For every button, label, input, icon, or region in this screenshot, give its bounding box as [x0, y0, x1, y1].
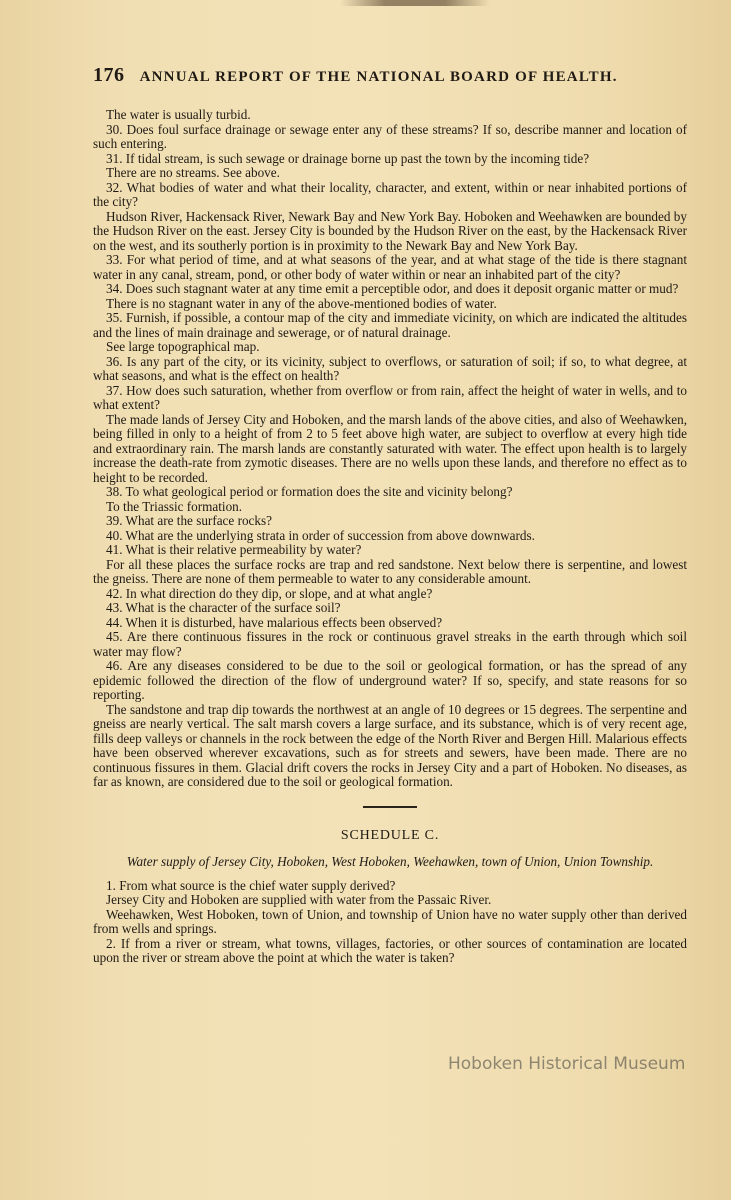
paragraph: There is no stagnant water in any of the above-mentioned bodies of water.: [106, 295, 497, 311]
paragraph: 38. To what geological period or formation does the site and vicinity belong?: [106, 484, 513, 499]
paragraph: 32. What bodies of water and what their locality, character, and extent, within or near inhabited portions of the city?: [93, 179, 687, 209]
paragraph: 31. If tidal stream, is such sewage or drainage borne up past the town by the incoming tide?: [106, 150, 590, 166]
running-head: [93, 64, 687, 94]
paragraph: See large topographical map.: [106, 339, 260, 354]
paragraph: For all these places the surface rocks are trap and red sandstone. Next below there is serpentine, and lowest the gneiss. There are none of them permeable to water to any considerable amount.: [93, 556, 687, 586]
paragraph: 2. If from a river or stream, what towns, villages, factories, or other sources of contamination are located upon the river or stream above the point at which the water is taken?: [93, 935, 687, 965]
paragraph: 35. Furnish, if possible, a contour map of the city and immediate vicinity, on which are indicated the altitudes and the lines of main drainage and sewerage, or of natural drainage.: [93, 310, 687, 340]
schedule-body-text: [93, 879, 687, 966]
running-title: ANNUAL REPORT OF THE NATIONAL BOARD OF HEALTH.: [139, 69, 618, 85]
paragraph: 1. From what source is the chief water supply derived?: [106, 877, 396, 893]
section-divider: [363, 806, 417, 808]
paragraph: 33. For what period of time, and at what seasons of the year, and at what stage of the tide is there stagnant water in any canal, stream, pond, or other body of water within or near an inhabited part of the city?: [93, 252, 687, 282]
paragraph: 40. What are the underlying strata in order of succession from above downwards.: [106, 527, 535, 543]
body-text: [93, 108, 687, 790]
paragraph: 44. When it is disturbed, have malarious effects been observed?: [106, 614, 443, 630]
paragraph: 34. Does such stagnant water at any time emit a perceptible odor, and does it deposit organic matter or mud?: [106, 281, 679, 296]
page-content: [93, 64, 687, 1124]
paragraph: 42. In what direction do they dip, or slope, and at what angle?: [106, 585, 433, 601]
paragraph: The sandstone and trap dip towards the northwest at an angle of 10 degrees or 15 degrees. The serpentine and gneiss are nearly vertical. The salt marsh covers a large surface, and its substance, which is of very recent age, fills deep valleys or channels in the rock between the edge of the North River and Bergen Hill. Malarious effects have been observed wherever excavations, such as for streets and sewers, have been made. There are no continuous fissures in them. Glacial drift covers the rocks in Jersey City and a part of Hoboken. No diseases, as far as known, are considered due to the soil or geological formation.: [93, 701, 687, 789]
paragraph: 30. Does foul surface drainage or sewage enter any of these streams? If so, describe manner and location of such entering.: [93, 121, 687, 151]
paragraph: The water is usually turbid.: [106, 107, 251, 122]
paragraph: 37. How does such saturation, whether from overflow or from rain, affect the height of water in wells, and to what extent?: [93, 382, 687, 412]
paragraph: 45. Are there continuous fissures in the rock or continuous gravel streaks in the earth through which soil water may flow?: [93, 629, 687, 659]
paragraph: Hudson River, Hackensack River, Newark Bay and New York Bay. Hoboken and Weehawken are bounded by the Hudson River on the east. Jersey City is bounded by the Hudson River on the east, by the Hackensack River on the west, and its southerly portion is in proximity to the Newark Bay and New York Bay.: [93, 208, 687, 253]
paragraph: Jersey City and Hoboken are supplied with water from the Passaic River.: [106, 892, 492, 907]
paragraph: There are no streams. See above.: [106, 165, 280, 180]
schedule-subtitle: Water supply of Jersey City, Hoboken, West Hoboken, Weehawken, town of Union, Union Township.: [126, 853, 654, 869]
schedule-title: SCHEDULE C.: [340, 827, 440, 843]
paragraph: 36. Is any part of the city, or its vicinity, subject to overflows, or saturation of soil; if so, to what degree, at what seasons, and what is the effect on health?: [93, 353, 687, 383]
paragraph: 46. Are any diseases considered to be due to the soil or geological formation, or has the spread of any epidemic followed the direction of the flow of underground water? If so, specify, and state reasons for so reporting.: [93, 658, 687, 702]
binding-edge-mark: [340, 0, 490, 6]
paragraph: 39. What are the surface rocks?: [106, 513, 272, 528]
page-number: 176: [93, 64, 125, 86]
paragraph: To the Triassic formation.: [106, 498, 243, 514]
paragraph: The made lands of Jersey City and Hoboken, and the marsh lands of the above cities, and also of Weehawken, being filled in only to a height of from 2 to 5 feet above high water, are subject to overflow at every high tide and extraordinary rain. The marsh lands are constantly saturated with water. The effect upon health is to largely increase the death-rate from zymotic diseases. There are no wells upon these lands, and therefore no effect as to height to be recorded.: [93, 411, 687, 485]
paragraph: 41. What is their relative permeability by water?: [106, 542, 362, 557]
paragraph: 43. What is the character of the surface soil?: [106, 600, 341, 615]
museum-watermark: Hoboken Historical Museum: [448, 1054, 686, 1074]
paragraph: Weehawken, West Hoboken, town of Union, and township of Union have no water supply other than derived from wells and springs.: [93, 906, 687, 936]
